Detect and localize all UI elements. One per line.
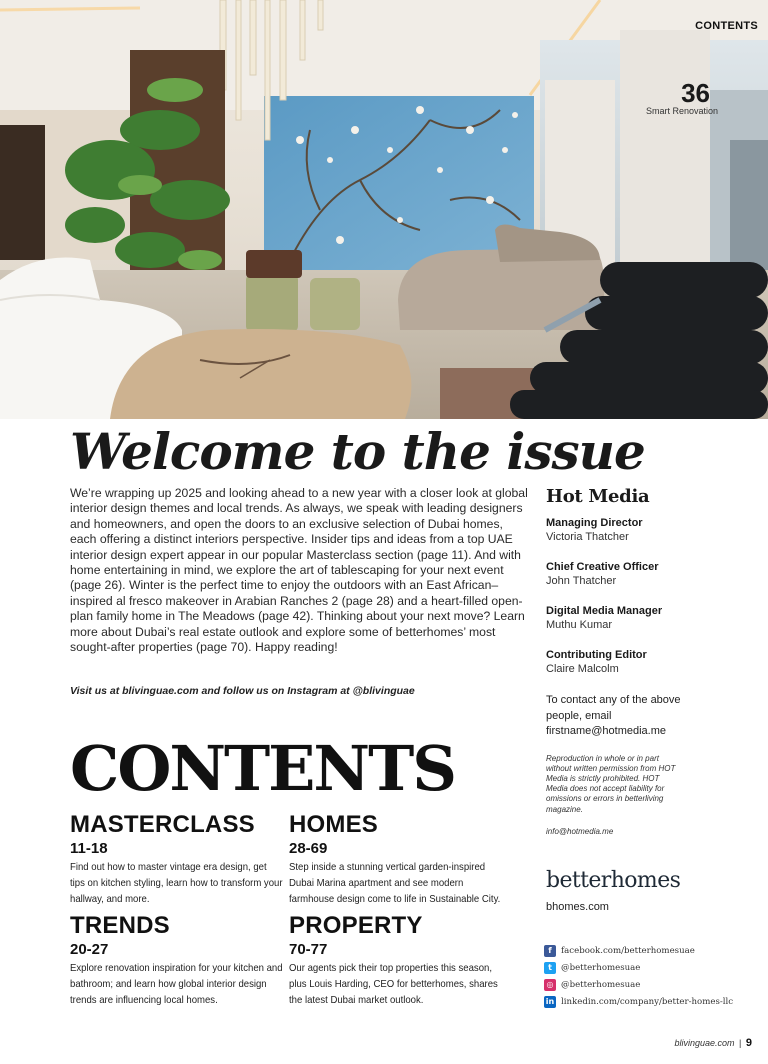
section-name: TRENDS <box>70 912 170 939</box>
section-trends[interactable] <box>70 913 285 1009</box>
twitter-icon: t <box>544 962 556 974</box>
section-pages: 28-69 <box>289 840 328 857</box>
masthead <box>546 486 756 836</box>
section-masterclass[interactable] <box>70 812 285 908</box>
section-description: Our agents pick their top properties this season, plus Louis Harding, CEO for betterhomes, shares the latest Dubai market outlook. <box>289 963 498 1006</box>
social-text: @betterhomesuae <box>561 979 641 990</box>
welcome-title: Welcome to the issue <box>70 422 645 481</box>
social-text: facebook.com/betterhomesuae <box>561 945 695 956</box>
page-number: 9 <box>745 1037 752 1049</box>
section-pages: 20-27 <box>70 941 109 958</box>
section-description: Step inside a stunning vertical garden-inspired Dubai Marina apartment and see modern farmhouse design come to life in Sustainable City. <box>289 862 501 905</box>
section-pages: 70-77 <box>289 941 328 958</box>
contact-note: To contact any of the above people, email firstname@hotmedia.me <box>546 694 681 737</box>
info-email[interactable]: info@hotmedia.me <box>546 826 614 836</box>
reproduction-notice: Reproduction in whole or in part without written permission from HOT Media is strictly prohibited. HOT Media does not accept liability for omissions or errors in betterliving magazine. <box>546 753 676 814</box>
staff-name: Claire Malcolm <box>546 663 619 675</box>
section-description: Explore renovation inspiration for your kitchen and bathroom; and learn how global interior design trends are influencing local homes. <box>70 963 283 1006</box>
social-links <box>544 942 733 1010</box>
hot-media-logo: Hot Media <box>546 486 650 507</box>
betterhomes-url[interactable]: bhomes.com <box>546 901 609 913</box>
footer-site[interactable]: blivinguae.com <box>674 1038 735 1048</box>
section-name: HOMES <box>289 811 379 838</box>
social-twitter[interactable] <box>544 959 733 976</box>
living-room-illustration <box>0 0 768 419</box>
contents-title: CONTENTS <box>70 732 456 805</box>
visit-line[interactable]: Visit us at blivinguae.com and follow us on Instagram at @blivinguae <box>70 685 415 697</box>
section-description: Find out how to master vintage era design, get tips on kitchen styling, learn how to transform your hallway, and more. <box>70 862 283 905</box>
social-linkedin[interactable] <box>544 993 733 1010</box>
staff-role: Chief Creative Officer <box>546 561 659 573</box>
facebook-icon: f <box>544 945 556 957</box>
staff-name: Victoria Thatcher <box>546 531 629 543</box>
section-pages: 11-18 <box>70 840 108 857</box>
social-text: @betterhomesuae <box>561 962 641 973</box>
page-footer <box>674 1037 752 1049</box>
staff-name: John Thatcher <box>546 575 617 587</box>
social-facebook[interactable] <box>544 942 733 959</box>
hero-photo <box>0 0 768 419</box>
section-property[interactable] <box>289 913 504 1009</box>
contents-label: CONTENTS <box>695 20 758 32</box>
footer-separator: | <box>739 1038 742 1048</box>
feature-page-number[interactable]: 36 <box>681 78 710 108</box>
intro-paragraph: We’re wrapping up 2025 and looking ahead to a new year with a closer look at global interior design themes and local trends. As always, we speak with leading designers and homeowners, and open the doors to an exclusive selection of Dubai homes, each offering a distinct interiors perspective. Insider tips and ideas from a top UAE interior design expert appear in our popular Masterclass section (page 11). And with home entertaining in mind, we explore the art of tablescaping for your next event (page 26). Winter is the perfect time to enjoy the outdoors with an East African–inspired al fresco makeover in Arabian Ranches 2 (page 28) and a heart-filled open-plan family home in The Meadows (page 42). Thinking about your next move? Learn more about Dubai’s real estate outlook and explore some of betterhomes’ most sought-after properties (page 70). Happy reading! <box>70 486 528 655</box>
betterhomes-logo: betterhomes <box>546 868 681 893</box>
feature-name[interactable]: Smart Renovation <box>645 106 718 116</box>
section-name: MASTERCLASS <box>70 811 255 838</box>
linkedin-icon: in <box>545 997 555 1006</box>
staff-role: Managing Director <box>546 517 643 529</box>
staff-name: Muthu Kumar <box>546 619 613 631</box>
section-name: PROPERTY <box>289 912 423 939</box>
social-text: linkedin.com/company/better-homes-llc <box>561 996 734 1007</box>
staff-role: Digital Media Manager <box>546 605 663 617</box>
social-instagram[interactable] <box>544 976 733 993</box>
staff-role: Contributing Editor <box>546 649 647 661</box>
instagram-icon: ◎ <box>544 979 556 991</box>
section-homes[interactable] <box>289 812 504 908</box>
